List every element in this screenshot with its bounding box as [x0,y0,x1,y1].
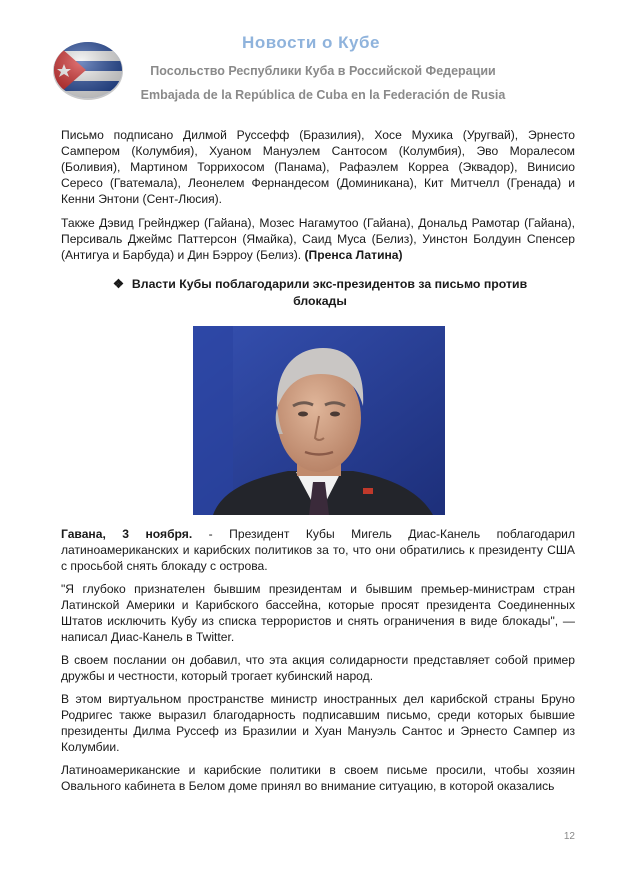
article1-body [61,127,575,263]
article2-lead-text: - Президент Кубы Мигель Диас-Канель поблагодарил латиноамериканских и карибских политиков за то, что они обратились к президенту США с просьбой снять блокаду с острова. [61,527,575,573]
article2-dateline: Гавана, 3 ноября. [61,527,193,541]
president-portrait-photo [193,326,445,515]
article2-paragraph-2: "Я глубоко признателен бывшим президентам и бывшим премьер-министрам стран Латинской Америки и Карибского бассейна, которые просят президента Соединенных Штатов исключить Кубу из списка террористов и снять ограничения в виде блокады", — написал Диас-Канель в Twitter. [61,582,575,644]
header-subtitle-es: Embajada de la República de Cuba en la Federación de Rusia [140,88,506,102]
article1-paragraph-2-text: Также Дэвид Грейнджер (Гайана), Мозес Нагамутоо (Гайана), Дональд Рамотар (Гайана), Персиваль Джеймс Паттерсон (Ямайка), Саид Муса (Белиз), Уинстон Болдуин Спенсер (Антигуа и Барбуда) и Дин Бэрроу (Белиз). [61,216,575,262]
article2-paragraph-3: В своем послании он добавил, что эта акция солидарности представляет собой пример дружбы и честности, который трогает кубинский народ. [61,653,575,683]
article2-paragraph-5: Латиноамериканские и карибские политики в своем письме просили, чтобы хозяин Овального кабинета в Белом доме принял во внимание ситуацию, в которой оказались [61,763,575,793]
header-title: Новости о Кубе [242,33,380,52]
article2-heading [110,276,530,310]
article2-body [61,526,575,794]
article1-paragraph-2 [61,215,575,263]
header-subtitle-ru: Посольство Республики Куба в Российской Федерации [150,64,496,78]
page-number: 12 [563,831,575,842]
article1-source: (Пренса Латина) [304,248,403,262]
article2-heading-text: Власти Кубы поблагодарили экс-президентов за письмо против блокады [131,277,528,308]
article1-paragraph-1: Письмо подписано Дилмой Руссефф (Бразилия), Хосе Мухика (Уругвай), Эрнесто Сампером (Колумбия), Хуаном Мануэлем Сантосом (Колумбия), Эво Моралесом (Боливия), Мартином Торрихосом (Панама), Рафаэлем Корреа (Эквадор), Винисио Сересо (Гватемала), Леонелем Фернандесом (Доминикана), Кит Митчелл (Гренада) и Кенни Энтони (Сент-Люсия). [61,128,575,206]
article2-lead [61,526,575,574]
diamond-bullet-icon: ❖ [112,277,124,291]
article2-paragraph-4: В этом виртуальном пространстве министр иностранных дел карибской страны Бруно Родригес также выразил благодарность подписавшим письмо, среди которых бывшие президенты Дилма Руссеф из Бразилии и Хуан Мануэль Сантос и Эрнесто Сампер из Колумбии. [61,692,575,754]
